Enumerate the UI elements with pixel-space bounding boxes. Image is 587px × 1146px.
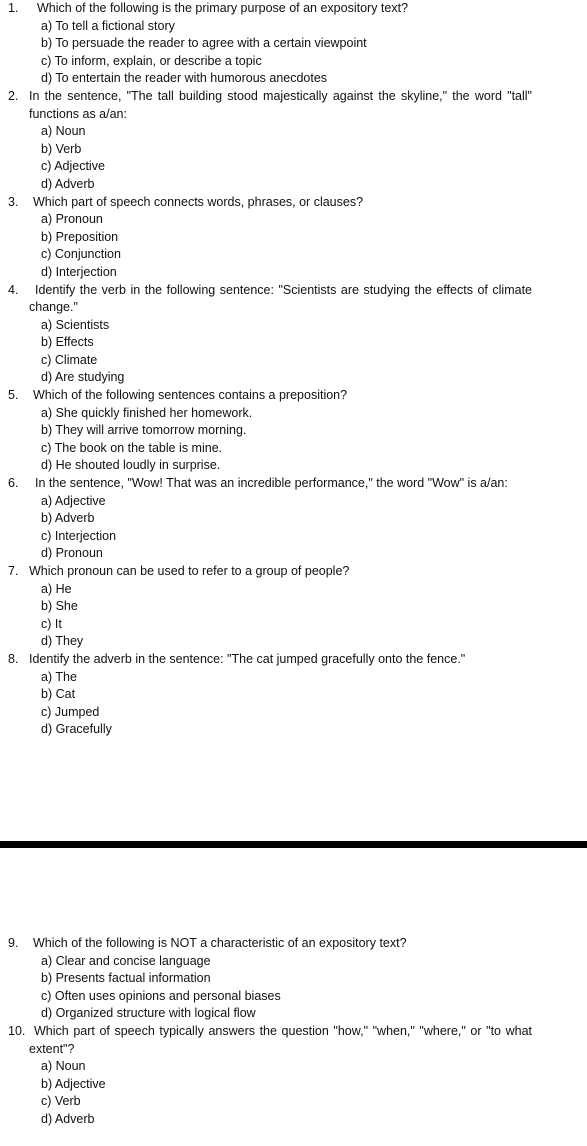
questions-block-bottom [0,935,587,1129]
option-b: b) Cat [41,687,76,702]
question-7 [0,563,587,651]
option-a: a) Adjective [41,493,106,508]
question-text: 3. Which part of speech connects words, phrases, or clauses? [0,194,587,212]
question-text: 9. Which of the following is NOT a characteristic of an expository text? [0,935,587,953]
option-b: b) Effects [41,335,94,350]
option-b: b) Preposition [41,229,119,244]
question-number: 1. [8,1,19,15]
question-9 [0,935,587,1023]
question-6 [0,475,587,563]
option-b: b) She [41,599,78,614]
option-d: d) Gracefully [41,722,112,737]
question-text: 6. In the sentence, "Wow! That was an incredible performance," the word "Wow" is a/an: [0,475,587,493]
option-d: d) Organized structure with logical flow [41,1006,256,1021]
option-b: b) Adverb [41,511,95,526]
question-text: 4. Identify the verb in the following sentence: "Scientists are studying the effects of climate change." [8,282,532,315]
option-a: a) Noun [41,1059,86,1074]
question-number: 4. [8,282,19,297]
question-10 [0,1023,587,1129]
question-number: 3. [8,194,19,209]
question-number: 8. [8,651,19,666]
question-3 [0,194,587,282]
option-d: d) Adverb [41,1111,95,1126]
question-number: 5. [8,388,19,403]
option-c: c) To inform, explain, or describe a topic [41,53,262,68]
option-d: d) Pronoun [41,546,103,561]
question-number: 7. [8,564,19,578]
option-c: c) Often uses opinions and personal biases [41,988,281,1003]
option-a: a) The [41,669,77,684]
option-a: a) Pronoun [41,212,103,227]
option-a: a) Scientists [41,317,110,332]
question-number: 6. [8,476,19,491]
question-text: 10. Which part of speech typically answers the question "how," "when," "where," or "to what extent"? [8,1023,532,1056]
option-a: a) He [41,581,72,596]
option-b: b) Presents factual information [41,971,211,986]
question-2 [0,88,587,194]
question-text: 8. Identify the adverb in the sentence: "The cat jumped gracefully onto the fence." [0,651,587,669]
option-b: b) Adjective [41,1076,106,1091]
question-number: 10. [8,1023,26,1038]
option-c: c) Climate [41,352,98,367]
option-c: c) Conjunction [41,247,121,262]
page-divider [0,841,587,848]
option-a: a) She quickly finished her homework. [41,405,253,420]
option-a: a) To tell a fictional story [41,18,175,33]
option-b: b) They will arrive tomorrow morning. [41,423,247,438]
question-text: 2. In the sentence, "The tall building stood majestically against the skyline," the word "tall" functions as a/an: [8,88,532,121]
question-number: 2. [8,88,19,103]
option-d: d) To entertain the reader with humorous anecdotes [41,71,328,86]
option-c: c) It [41,616,62,631]
question-text: 5. Which of the following sentences contains a preposition? [0,387,587,405]
option-b: b) Verb [41,141,82,156]
option-b: b) To persuade the reader to agree with a certain viewpoint [41,36,367,51]
option-d: d) Are studying [41,370,125,385]
question-text: 7. Which pronoun can be used to refer to a group of people? [0,563,587,581]
option-a: a) Clear and concise language [41,953,211,968]
question-4 [0,282,587,388]
option-c: c) Jumped [41,704,100,719]
option-d: d) Adverb [41,176,95,191]
option-c: c) The book on the table is mine. [41,440,223,455]
question-8 [0,651,587,739]
option-c: c) Interjection [41,528,117,543]
question-number: 9. [8,936,19,950]
question-5 [0,387,587,475]
option-c: c) Adjective [41,159,105,174]
option-d: d) They [41,634,84,649]
option-a: a) Noun [41,124,86,139]
question-text: 1. Which of the following is the primary purpose of an expository text? [0,0,587,18]
option-c: c) Verb [41,1094,81,1109]
option-d: d) He shouted loudly in surprise. [41,458,221,473]
question-1 [0,0,587,88]
option-d: d) Interjection [41,264,117,279]
